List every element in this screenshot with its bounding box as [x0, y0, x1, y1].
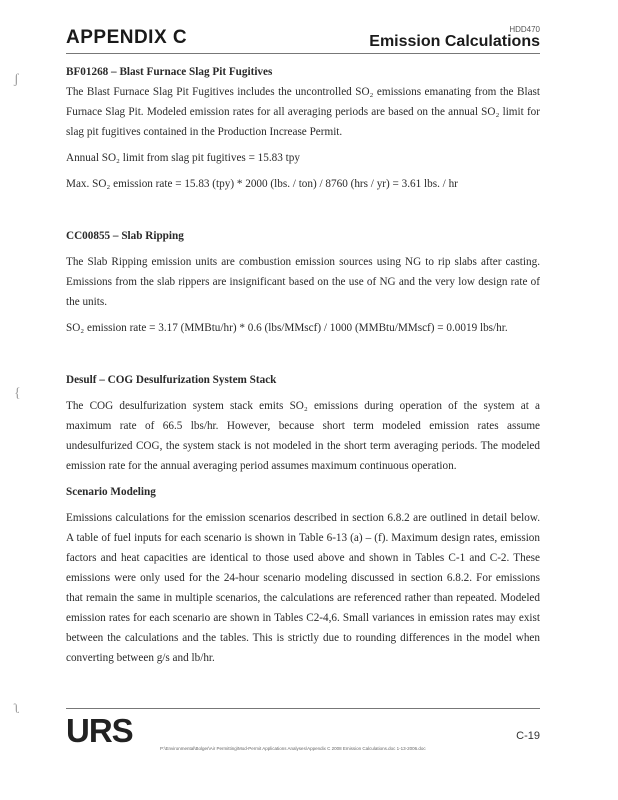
document-number: HDD470	[509, 25, 540, 34]
punch-hole-mark: ʃ	[14, 72, 19, 87]
section-paragraph: The Blast Furnace Slag Pit Fugitives includes the uncontrolled SO₂ emissions emanating from the Blast Furnace Slag Pit. Modeled emission rates for all averaging periods are based on the annual SO₂ limit for slag pit fugitives contained in the Production Increase Permit.	[66, 86, 540, 138]
urs-logo: URS	[66, 712, 133, 749]
section-heading-scenario-modeling: Scenario Modeling	[66, 486, 156, 498]
section-equation: SO₂ emission rate = 3.17 (MMBtu/hr) * 0.6 (lbs/MMscf) / 1000 (MMBtu/MMscf) = 0.0019 lbs/hr.	[66, 322, 508, 334]
section-heading-slag-pit: BF01268 – Blast Furnace Slag Pit Fugitives	[66, 66, 273, 78]
punch-hole-mark: ʅ	[14, 702, 21, 717]
page-number: C-19	[516, 730, 540, 742]
section-paragraph: The Slab Ripping emission units are combustion emission sources using NG to rip slabs after casting. Emissions from the slab rippers are insignificant based on the use of NG and the very low design rate of the units.	[66, 256, 540, 308]
footer-file-path: P:\Environmental\Bolger\Air Permitting\Mod-Permit Applications Analyses\Appendix C 2008 Emission Calculations.doc 1-13-2006.doc	[160, 746, 426, 751]
section-equation: Max. SO₂ emission rate = 15.83 (tpy) * 2000 (lbs. / ton) / 8760 (hrs / yr) = 3.61 lbs. / hr	[66, 178, 458, 190]
section-heading-slab-ripping: CC00855 – Slab Ripping	[66, 230, 184, 242]
section-heading-desulf: Desulf – COG Desulfurization System Stack	[66, 374, 277, 386]
section-paragraph: The COG desulfurization system stack emits SO₂ emissions during operation of the system at a maximum rate of 66.5 lbs/hr. However, because short term modeled emission rates assume undesulfurized COG, the system stack is not modeled in the short term averaging periods. The modeled emission rate for the annual averaging period assumes maximum continuous operation.	[66, 400, 540, 472]
section-paragraph: Annual SO₂ limit from slag pit fugitives = 15.83 tpy	[66, 152, 300, 164]
header-rule	[66, 53, 540, 54]
footer-rule	[66, 708, 540, 709]
appendix-label: APPENDIX C	[66, 27, 188, 48]
document-body	[66, 62, 540, 668]
section-paragraph: Emissions calculations for the emission scenarios described in section 6.8.2 are outlined in detail below. A table of fuel inputs for each scenario is shown in Table 6-13 (a) – (f). Maximum design rates, emission factors and heat capacities are identical to those used above and shown in Tables C-1 and C-2. These emissions were only used for the 24-hour scenario modeling discussed in section 6.8.2. For emissions that remain the same in multiple scenarios, the calculations are referenced rather than repeated. Modeled emission rates for each scenario are shown in Tables C2-4,6. Small variances in emission rates may exist between the calculations and the tables. This is strictly due to rounding differences in the model when converting between g/s and lb/hr.	[66, 512, 540, 664]
page-header-title: Emission Calculations	[369, 33, 540, 50]
punch-hole-mark: {	[14, 386, 21, 401]
